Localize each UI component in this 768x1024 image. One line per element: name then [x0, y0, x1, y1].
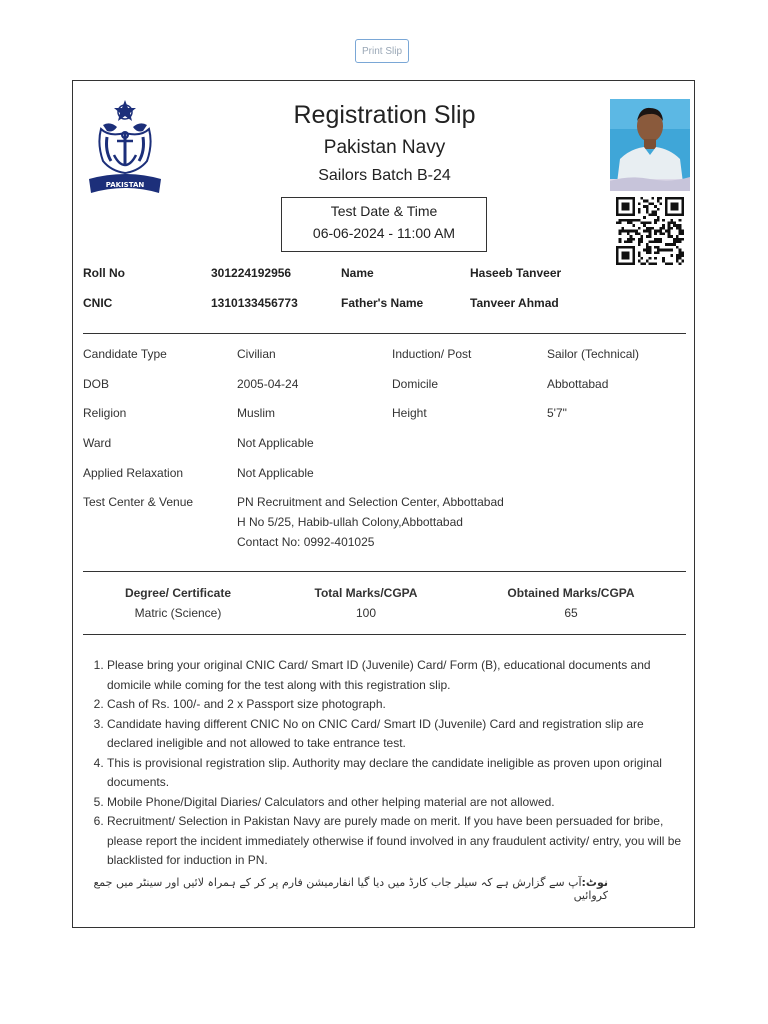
venue-line-3: Contact No: 0992-401025 — [237, 535, 375, 549]
instruction-item: 3. Candidate having different CNIC No on CNIC Card/ Smart ID (Juvenile) Card and registration slip are declared ineligible and not allowed to take entrance test. — [107, 715, 688, 754]
ward-label: Ward — [83, 436, 112, 450]
cnic-label: CNIC — [83, 296, 113, 310]
qual-header-degree: Degree/ Certificate — [124, 586, 232, 600]
roll-label: Roll No — [83, 266, 125, 280]
height-value: 5'7" — [547, 406, 567, 420]
name-value: Haseeb Tanveer — [470, 266, 562, 280]
name-label: Name — [341, 266, 374, 280]
roll-value: 301224192956 — [211, 266, 292, 280]
candidate-type-value: Civilian — [237, 347, 276, 361]
instruction-item: 4. This is provisional registration slip. Authority may declare the candidate ineligible as proven upon original documents. — [107, 754, 688, 793]
qual-obtained: 65 — [564, 606, 578, 620]
domicile-value: Abbottabad — [547, 377, 609, 391]
father-label: Father's Name — [341, 296, 424, 310]
instructions-list — [83, 656, 688, 871]
test-date-value: 06-06-2024 - 11:00 AM — [312, 225, 456, 241]
divider — [83, 333, 686, 334]
urdu-note-text: آپ سے گزارش ہے کہ سیلر جاب کارڈ میں دیا گیا انفارمیشن فارم پر کر کے ہمراہ لائیں اور سینٹر میں جمع کروائیں — [93, 876, 608, 902]
qual-header-total: Total Marks/CGPA — [314, 586, 418, 600]
relaxation-label: Applied Relaxation — [83, 466, 184, 480]
venue-label: Test Center & Venue — [83, 495, 194, 509]
instruction-item: 5. Mobile Phone/Digital Diaries/ Calculators and other helping material are not allowed. — [107, 793, 688, 813]
instruction-item: 2. Cash of Rs. 100/- and 2 x Passport size photograph. — [107, 695, 688, 715]
logo-text: PAKISTAN — [105, 181, 145, 189]
dob-value: 2005-04-24 — [237, 377, 299, 391]
religion-label: Religion — [83, 406, 127, 420]
print-slip-button[interactable]: Print Slip — [355, 39, 409, 63]
domicile-label: Domicile — [392, 377, 439, 391]
venue-line-2: H No 5/25, Habib-ullah Colony,Abbottabad — [237, 515, 463, 529]
ward-value: Not Applicable — [237, 436, 314, 450]
qual-header-obtained: Obtained Marks/CGPA — [507, 586, 635, 600]
instruction-item: 6. Recruitment/ Selection in Pakistan Navy are purely made on merit. If you have been persuaded for bribe, please report the incident immediately otherwise if found involved in any fraudulent activity/ entry, you will be blacklisted for induction in PN. — [107, 812, 688, 871]
instruction-item: 1. Please bring your original CNIC Card/ Smart ID (Juvenile) Card/ Form (B), educational documents and domicile while coming for the test along with this registration slip. — [107, 656, 688, 695]
urdu-note — [83, 876, 608, 902]
induction-label: Induction/ Post — [392, 347, 472, 361]
urdu-note-label: نوٹ: — [581, 876, 608, 889]
religion-value: Muslim — [237, 406, 275, 420]
induction-value: Sailor (Technical) — [547, 347, 640, 361]
father-value: Tanveer Ahmad — [470, 296, 559, 310]
candidate-photo — [610, 99, 690, 191]
page-title: Registration Slip — [293, 101, 476, 129]
registration-slip — [72, 80, 695, 928]
test-date-box — [281, 197, 487, 252]
cnic-value: 1310133456773 — [211, 296, 298, 310]
org-name: Pakistan Navy — [323, 137, 446, 158]
candidate-type-label: Candidate Type — [83, 347, 167, 361]
dob-label: DOB — [83, 377, 110, 391]
divider — [83, 634, 686, 635]
venue-line-1: PN Recruitment and Selection Center, Abbottabad — [237, 495, 504, 509]
height-label: Height — [392, 406, 427, 420]
qual-total: 100 — [355, 606, 377, 620]
qual-degree: Matric (Science) — [134, 606, 222, 620]
batch-name: Sailors Batch B-24 — [318, 167, 451, 184]
test-date-label: Test Date & Time — [330, 203, 438, 219]
divider — [83, 571, 686, 572]
relaxation-value: Not Applicable — [237, 466, 314, 480]
qr-code-icon — [616, 197, 684, 265]
